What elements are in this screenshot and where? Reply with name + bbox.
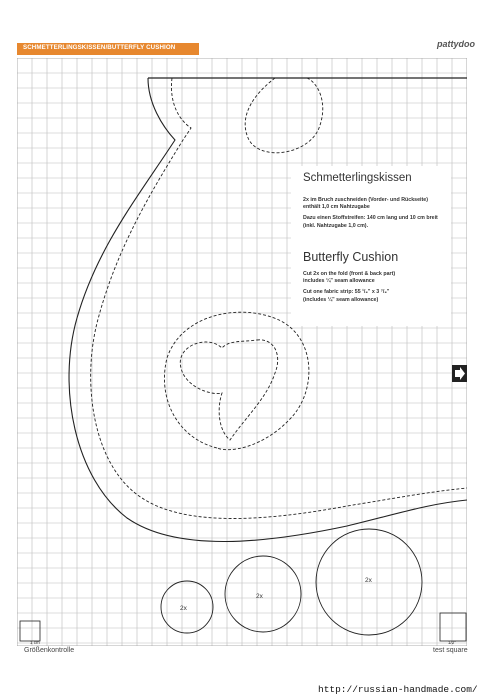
brand-logo: pattydoo xyxy=(437,39,475,49)
english-instructions xyxy=(303,271,453,304)
circle-medium xyxy=(225,556,301,632)
circle-large-qty: 2x xyxy=(365,577,372,584)
german-title: Schmetterlingskissen xyxy=(303,172,412,184)
circle-small xyxy=(161,581,213,633)
watermark-url: http://russian-handmade.com/ xyxy=(318,684,478,695)
english-line-4: (includes ¼" seam allowance) xyxy=(303,296,379,303)
test-square-left xyxy=(20,621,40,641)
german-line-4: (inkl. Nahtzugabe 1,0 cm). xyxy=(303,222,369,229)
english-line-1: Cut 2x on the fold (front & back part) xyxy=(303,271,396,277)
next-page-marker xyxy=(452,365,467,382)
scale-cm-label: 1 cm xyxy=(30,640,40,645)
heart-motif xyxy=(180,340,277,440)
german-line-3: Dazu einen Stoffstreifen: 140 cm lang und 10 cm breit xyxy=(303,215,438,222)
english-title: Butterfly Cushion xyxy=(303,250,399,264)
header-bar xyxy=(17,43,199,55)
footer-test-square: test square xyxy=(433,647,468,654)
circle-medium-qty: 2x xyxy=(256,593,263,600)
german-line-2: enthält 1,0 cm Nahtzugabe xyxy=(303,204,370,211)
footer-size-check: Größenkontrolle xyxy=(24,647,75,654)
english-line-2: includes ¼" seam allowance xyxy=(303,278,375,285)
header-label: SCHMETTERLINGSKISSEN/BUTTERFLY CUSHION xyxy=(23,44,176,51)
german-line-1: 2x im Bruch zuschneiden (Vorder- und Rückseite) xyxy=(303,197,428,203)
german-instructions xyxy=(303,197,453,230)
arrow-right-icon xyxy=(452,365,467,382)
scale-in-label: 1/2" xyxy=(448,640,456,645)
circle-small-qty: 2x xyxy=(180,605,187,612)
test-square-right xyxy=(440,613,466,641)
pattern-grid xyxy=(17,58,467,646)
english-line-3: Cut one fabric strip: 55 ¹/₈" x 3 ⁷/₈" xyxy=(303,289,390,296)
